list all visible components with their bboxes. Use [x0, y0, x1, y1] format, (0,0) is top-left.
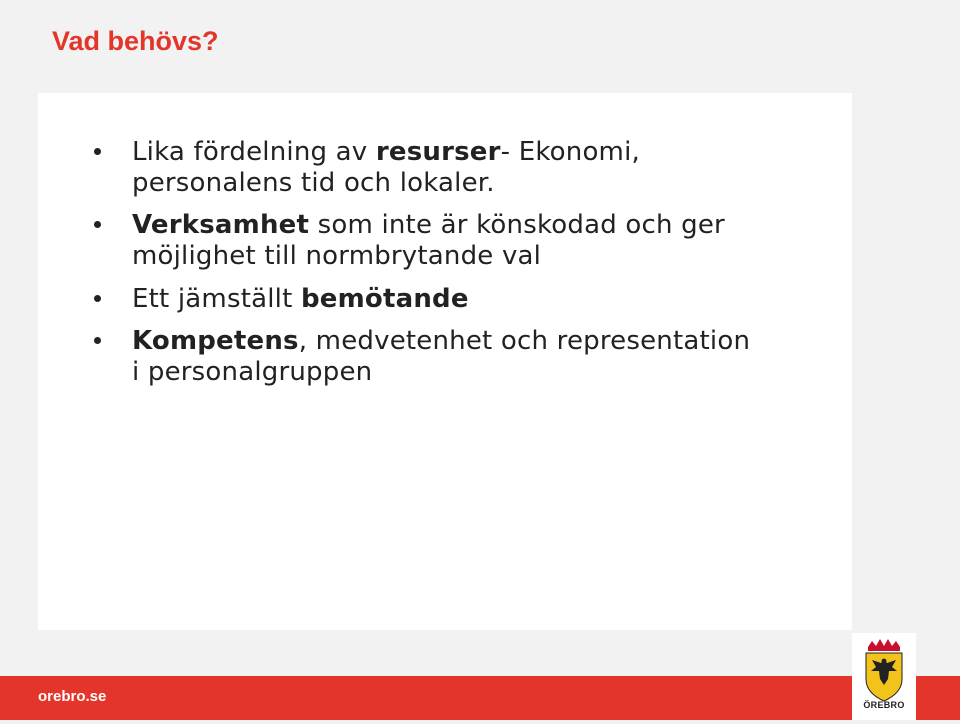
bullet-text: Ett jämställt — [132, 283, 301, 314]
bullet-item — [38, 326, 852, 387]
bullet-text: , medvetenhet och representation i personalgruppen — [132, 326, 751, 388]
logo-label: ÖREBRO — [863, 700, 905, 710]
bullet-item — [38, 210, 852, 271]
city-logo — [852, 633, 916, 720]
bullet-item — [38, 284, 852, 315]
bullet-emphasis: Kompetens — [132, 326, 299, 357]
bullet-text: - Ekonomi, personalens tid och lokaler. — [132, 137, 640, 198]
bullet-emphasis: bemötande — [300, 283, 469, 314]
bullet-text: Lika fördelning av — [132, 137, 376, 167]
content-panel — [38, 93, 852, 630]
slide-title: Vad behövs? — [52, 26, 219, 56]
bullet-dot-icon — [94, 221, 101, 228]
bullet-emphasis: resurser — [375, 137, 501, 167]
bullet-list — [38, 137, 852, 400]
bullet-emphasis: Verksamhet — [132, 210, 310, 241]
bullet-item — [38, 137, 852, 198]
bullet-text: som inte är könskodad och ger möjlighet till normbrytande val — [132, 210, 725, 272]
bullet-dot-icon — [94, 337, 101, 344]
bullet-dot-icon — [94, 295, 101, 302]
footer-bar — [0, 676, 960, 720]
bullet-dot-icon — [94, 148, 101, 155]
footer-website-link[interactable]: orebro.se — [38, 688, 107, 705]
